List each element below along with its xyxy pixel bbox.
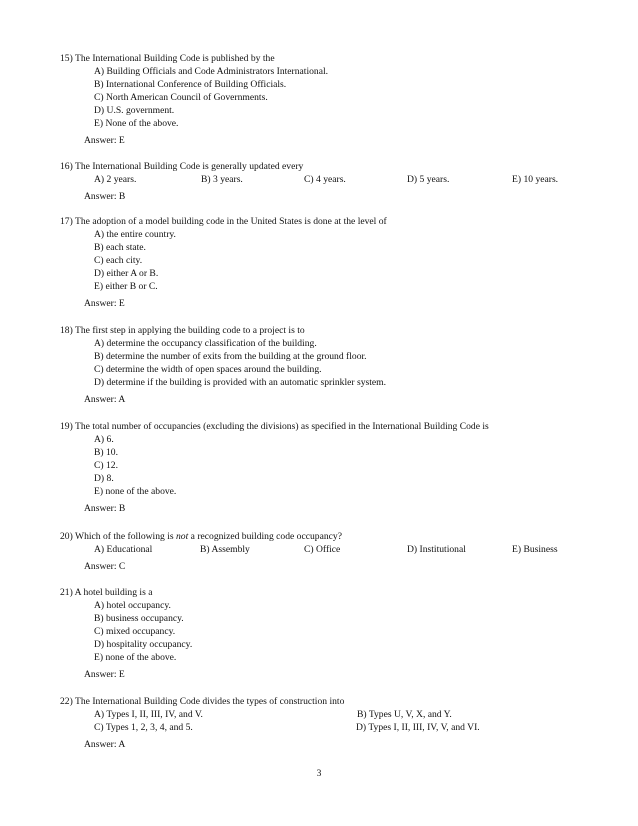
- question-21: [60, 586, 580, 681]
- option-a: A) the entire country.: [94, 229, 176, 240]
- question-stem: [60, 530, 580, 543]
- option-e: E) None of the above.: [94, 118, 179, 129]
- stem-text: a recognized building code occupancy?: [188, 531, 342, 542]
- options-row: [60, 173, 580, 186]
- question-22: [60, 695, 580, 751]
- question-15: [60, 52, 580, 147]
- options-row: [60, 721, 580, 734]
- option-a: A) Educational: [94, 544, 153, 555]
- question-stem: 19) The total number of occupancies (excluding the divisions) as specified in the International Building Code is: [60, 421, 489, 432]
- answer: Answer: A: [84, 394, 126, 405]
- answer: Answer: E: [84, 298, 125, 309]
- option-c: C) mixed occupancy.: [94, 626, 176, 637]
- question-stem: 17) The adoption of a model building code in the United States is done at the level of: [60, 216, 387, 227]
- option-e: E) 10 years.: [512, 174, 559, 185]
- options-row: [60, 543, 580, 556]
- question-20: [60, 530, 580, 573]
- option-c: C) Types 1, 2, 3, 4, and 5.: [94, 722, 193, 733]
- option-d: D) Types I, II, III, IV, V, and VI.: [356, 722, 480, 733]
- answer: Answer: A: [84, 739, 126, 750]
- option-c: C) each city.: [94, 255, 143, 266]
- option-a: A) 2 years.: [94, 174, 137, 185]
- option-d: D) 5 years.: [407, 174, 450, 185]
- option-c: C) 4 years.: [304, 174, 346, 185]
- question-stem: 18) The first step in applying the building code to a project is to: [60, 325, 305, 336]
- question-stem: 16) The International Building Code is generally updated every: [60, 161, 304, 172]
- option-b: B) Types U, V, X, and Y.: [357, 709, 452, 720]
- option-b: B) International Conference of Building Officials.: [94, 79, 287, 90]
- option-a: A) Types I, II, III, IV, and V.: [94, 709, 203, 720]
- option-b: B) business occupancy.: [94, 613, 184, 624]
- option-b: B) Assembly: [200, 544, 250, 555]
- option-d: D) U.S. government.: [94, 105, 175, 116]
- question-17: [60, 215, 580, 310]
- option-d: D) determine if the building is provided with an automatic sprinkler system.: [94, 377, 387, 388]
- question-stem: 15) The International Building Code is published by the: [60, 53, 275, 64]
- option-a: A) determine the occupancy classification of the building.: [94, 338, 317, 349]
- option-b: B) each state.: [94, 242, 146, 253]
- option-e: E) none of the above.: [94, 486, 177, 497]
- question-stem: 22) The International Building Code divides the types of construction into: [60, 696, 345, 707]
- option-d: D) hospitality occupancy.: [94, 639, 193, 650]
- option-e: E) Business: [512, 544, 558, 555]
- option-b: B) determine the number of exits from the building at the ground floor.: [94, 351, 367, 362]
- stem-text: 20) Which of the following is: [60, 531, 176, 542]
- option-a: A) Building Officials and Code Administrators International.: [94, 66, 329, 77]
- option-c: C) North American Council of Governments.: [94, 92, 268, 103]
- option-b: B) 3 years.: [201, 174, 243, 185]
- stem-emphasis: not: [176, 531, 189, 542]
- page-number: 3: [316, 768, 322, 779]
- answer: Answer: B: [84, 191, 126, 202]
- option-d: D) Institutional: [407, 544, 466, 555]
- answer: Answer: E: [84, 135, 125, 146]
- option-a: A) hotel occupancy.: [94, 600, 171, 611]
- options-row: [60, 708, 580, 721]
- option-e: E) none of the above.: [94, 652, 177, 663]
- answer: Answer: E: [84, 669, 125, 680]
- option-d: D) 8.: [94, 473, 114, 484]
- option-d: D) either A or B.: [94, 268, 159, 279]
- question-stem: 21) A hotel building is a: [60, 587, 153, 598]
- answer: Answer: C: [84, 561, 126, 572]
- option-b: B) 10.: [94, 447, 118, 458]
- option-c: C) determine the width of open spaces around the building.: [94, 364, 322, 375]
- option-c: C) 12.: [94, 460, 118, 471]
- question-16: [60, 160, 580, 203]
- question-18: [60, 324, 580, 406]
- answer: Answer: B: [84, 503, 126, 514]
- option-a: A) 6.: [94, 434, 114, 445]
- option-e: E) either B or C.: [94, 281, 158, 292]
- option-c: C) Office: [304, 544, 341, 555]
- question-19: [60, 420, 580, 515]
